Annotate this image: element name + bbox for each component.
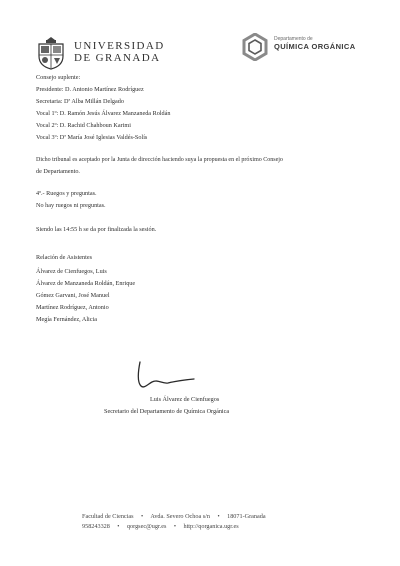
footer-separator: • xyxy=(117,523,120,530)
department-prefix: Departamento de xyxy=(274,36,313,42)
footer-separator: • xyxy=(217,513,220,520)
attendee-name: Gómez Garvani, José Manuel xyxy=(36,292,110,299)
council-member: Presidente: D. Antonio Martínez Rodríguez xyxy=(36,86,144,93)
council-member: Vocal 2º: D. Rachid Chahboun Karimi xyxy=(36,122,131,129)
attendee-name: Megía Fernández, Alicia xyxy=(36,316,97,323)
university-name-line2: DE GRANADA xyxy=(74,52,161,64)
footer-phone: 958243328 xyxy=(82,523,110,530)
council-member: Vocal 3º: Dª María José Iglesias Valdés-Solís xyxy=(36,134,148,141)
attendees-heading: Relación de Asistentes xyxy=(36,254,93,261)
footer-faculty: Facultad de Ciencias xyxy=(82,513,134,520)
footer-email[interactable]: qorgsec@ugr.es xyxy=(126,523,167,530)
agenda-item-heading: 4º.- Ruegos y preguntas. xyxy=(36,190,97,197)
handwritten-signature xyxy=(128,358,218,396)
attendee-name: Álvarez de Cienfuegos, Luis xyxy=(36,268,107,275)
agenda-item-text: No hay ruegos ni preguntas. xyxy=(36,202,106,209)
council-heading: Consejo suplente: xyxy=(36,74,81,81)
attendee-name: Martínez Rodríguez, Antonio xyxy=(36,304,109,311)
closing-statement: Siendo las 14:55 h se da por finalizada la sesión. xyxy=(36,226,157,233)
agreement-text-line2: de Departamento. xyxy=(36,168,80,175)
footer-address: Avda. Severo Ochoa s/n xyxy=(150,513,210,520)
footer-contact-line xyxy=(82,523,239,530)
footer-website[interactable]: http://qorganica.ugr.es xyxy=(183,523,239,530)
signatory-role: Secretario del Departamento de Química Orgánica xyxy=(104,408,230,415)
attendee-name: Álvarez de Manzaneda Roldán, Enrique xyxy=(36,280,136,287)
footer-address-line xyxy=(82,513,266,520)
department-name: QUÍMICA ORGÁNICA xyxy=(274,42,356,51)
university-name-line1: UNIVERSIDAD xyxy=(74,40,165,52)
footer-separator: • xyxy=(173,523,176,530)
council-member: Vocal 1º: D. Ramón Jesús Álvarez Manzaneda Roldán xyxy=(36,110,171,117)
footer-postal-code: 18071-Granada xyxy=(227,513,266,520)
agreement-text-line1: Dicho tribunal es aceptado por la Junta de dirección haciendo suya la propuesta en el próximo Consejo xyxy=(36,157,283,163)
signatory-name: Luis Álvarez de Cienfuegos xyxy=(150,396,220,403)
council-member: Secretaria: Dª Alba Millán Delgado xyxy=(36,98,124,105)
department-hexagon-logo xyxy=(242,33,268,61)
university-crest-logo xyxy=(36,36,66,70)
footer-separator: • xyxy=(141,513,144,520)
